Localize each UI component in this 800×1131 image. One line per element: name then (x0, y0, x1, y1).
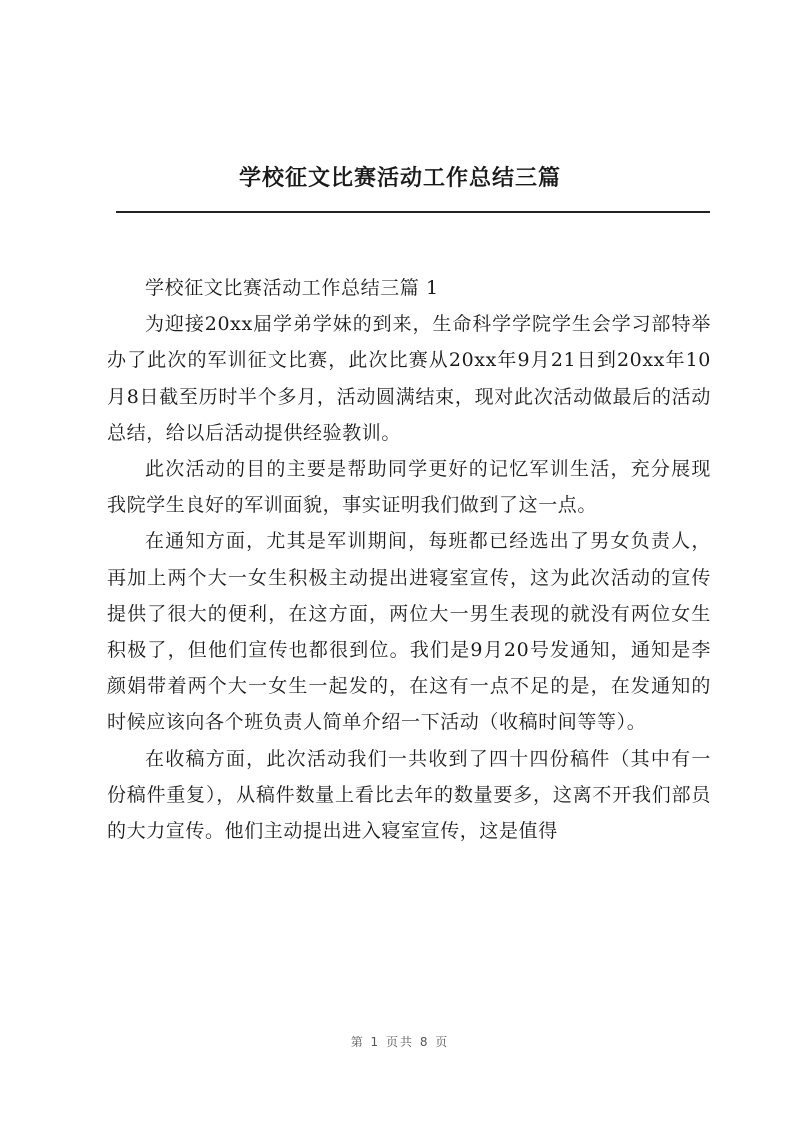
page-title: 学校征文比赛活动工作总结三篇 (238, 166, 561, 191)
page-number: 第 1 页共 8 页 (350, 1035, 450, 1049)
section-heading: 学校征文比赛活动工作总结三篇 1 (145, 277, 439, 299)
paragraph-4: 在收稿方面，此次活动我们一共收到了四十四份稿件（其中有一份稿件重复），从稿件数量上看比去年的数量要多，这离不开我们部员的大力宣传。他们主动提出进入寝室宣传，这是值得 (107, 747, 711, 843)
paragraph-1: 为迎接20xx届学弟学妹的到来，生命科学学院学生会学习部特举办了此次的军训征文比赛，此次比赛从20xx年9月21日到20xx年10月8日截至历时半个多月，活动圆满结束，现对此次活动做最后的活动总结，给以后活动提供经验教训。 (107, 313, 711, 444)
paragraph-2: 此次活动的目的主要是帮助同学更好的记忆军训生活，充分展现我院学生良好的军训面貌，事实证明我们做到了这一点。 (107, 458, 711, 517)
title-divider (116, 211, 710, 213)
paragraph-3: 在通知方面，尤其是军训期间，每班都已经选出了男女负责人，再加上两个大一女生积极主动提出进寝室宣传，这为此次活动的宣传提供了很大的便利，在这方面，两位大一男生表现的就没有两位女生积极了，但他们宣传也都很到位。我们是9月20号发通知，通知是李颜娟带着两个大一女生一起发的，在这有一点不足的是，在发通知的时候应该向各个班负责人简单介绍一下活动（收稿时间等等）。 (107, 530, 711, 734)
document-body (107, 270, 711, 849)
